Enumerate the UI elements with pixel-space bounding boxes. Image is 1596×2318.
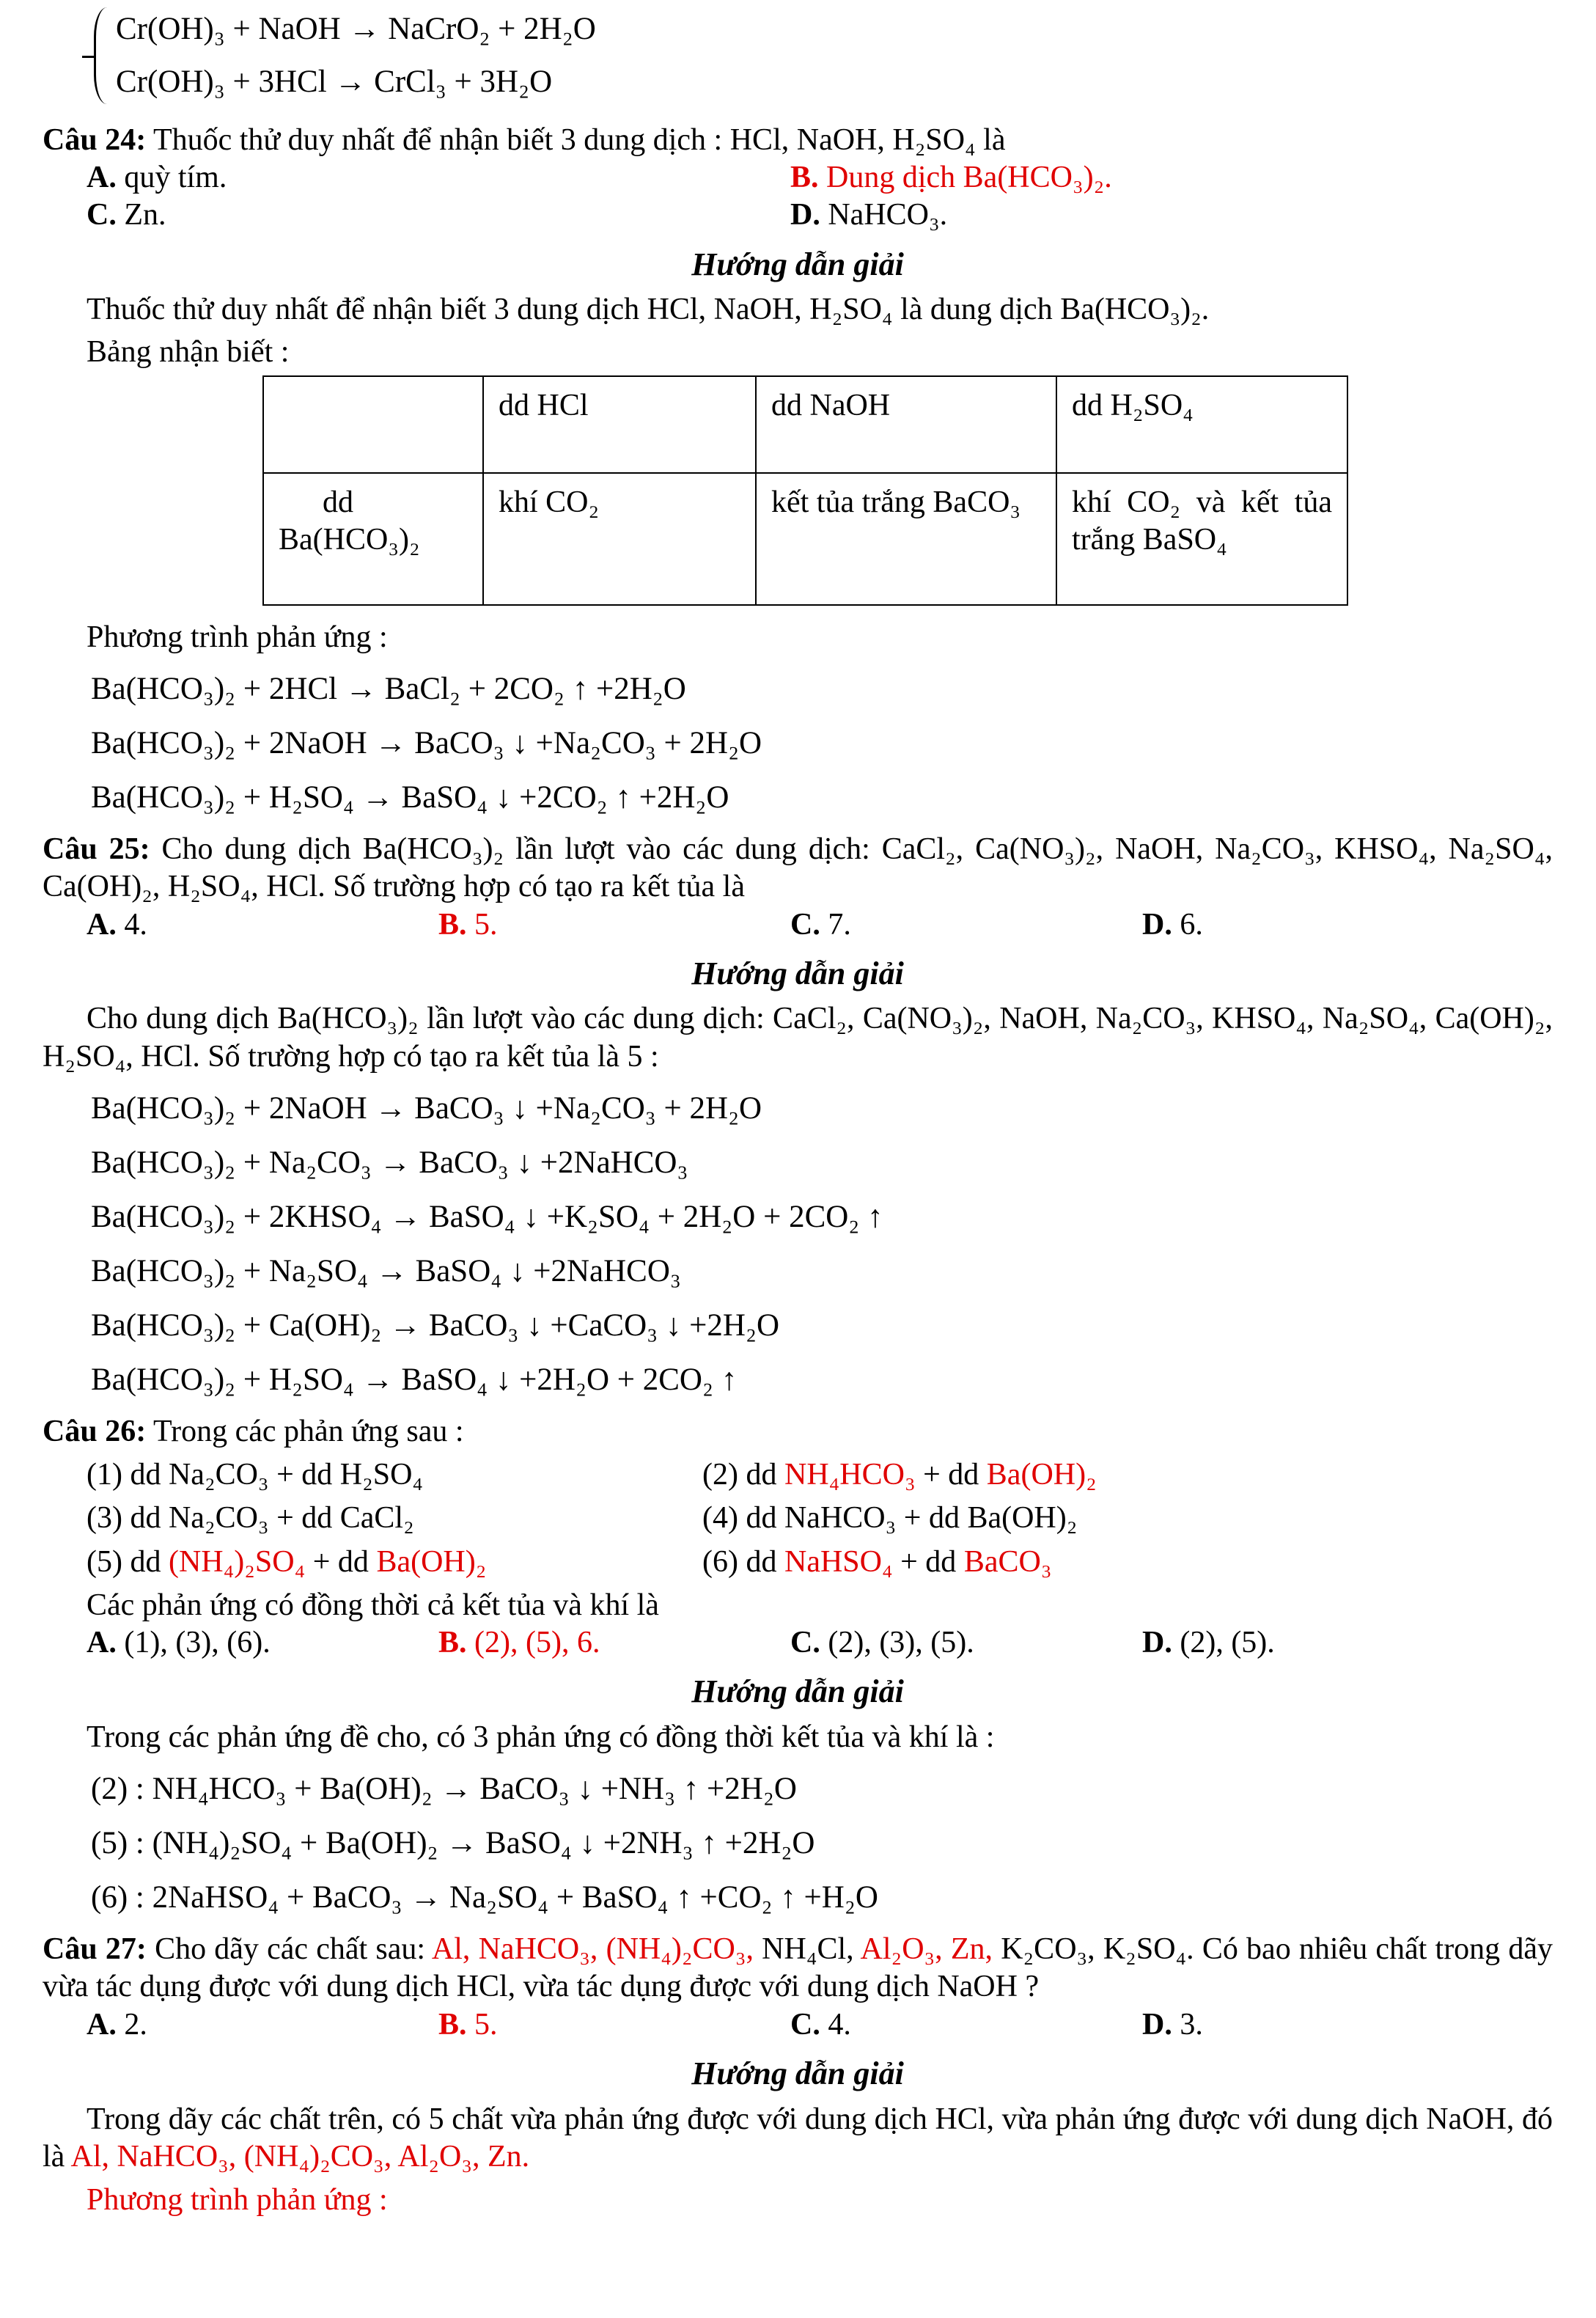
document-page (43, 0, 1553, 2219)
question-27: Câu 27: Cho dãy các chất sau: Al, NaHCO₃, (NH₄)₂CO₃, NH₄Cl, Al₂O₃, Zn, K₂CO₃, K₂SO₄. Có bao nhiêu chất trong dãy vừa tác dụng được với dung dịch HCl, vừa tác dụng được với dung dịch NaOH ? (43, 1932, 1553, 2004)
question-label: Câu 26: (43, 1414, 147, 1448)
table-title: Bảng nhận biết : (87, 334, 290, 369)
question-prompt: Các phản ứng có đồng thời cả kết tủa và khí là (87, 1588, 659, 1622)
equation-list (43, 662, 1553, 825)
equation: Ba(HCO₃)₂ + Na₂CO₃ → BaCO₃ ↓ +2NaHCO₃ (91, 1145, 688, 1180)
solution-text: Trong các phản ứng đề cho, có 3 phản ứng có đồng thời kết tủa và khí là : (87, 1720, 995, 1754)
option-d: D. 6. (1142, 907, 1203, 942)
question-text: Thuốc thử duy nhất để nhận biết 3 dung dịch : HCl, NaOH, H₂SO₄ là (152, 123, 1006, 157)
option-d: D. 3. (1142, 2007, 1203, 2042)
option-a: A. quỳ tím. (87, 161, 227, 195)
question-25 (43, 831, 1553, 906)
option-a: A. 2. (87, 2007, 147, 2042)
options-row (43, 2006, 1553, 2044)
solution-heading: Hướng dẫn giải (691, 955, 904, 991)
question-label: Câu 25: (43, 832, 150, 867)
table-row-label: dd Ba(HCO₃)₂ (263, 473, 483, 605)
table-cell: khí CO₂ và kết tủa trắng BaSO₄ (1056, 473, 1347, 605)
equation: Ba(HCO₃)₂ + 2HCl → BaCl₂ + 2CO₂ ↑ +2H₂O (91, 672, 686, 707)
question-text: Trong các phản ứng sau : (152, 1414, 464, 1448)
option-a: A. 4. (87, 907, 147, 942)
option-b-correct: B. (2), (5), 6. (438, 1626, 600, 1660)
option-b-correct: B. 5. (438, 907, 498, 942)
equation: (5) : (NH₄)₂SO₄ + Ba(OH)₂ → BaSO₄ ↓ +2NH₃ ↑ +2H₂O (91, 1826, 815, 1861)
solution-heading: Hướng dẫn giải (691, 246, 904, 282)
reactions-row (43, 1456, 1553, 1494)
solution-heading: Hướng dẫn giải (691, 2055, 904, 2091)
question-text: Cho dung dịch Ba(HCO₃)₂ lần lượt vào các dung dịch: CaCl₂, Ca(NO₃)₂, NaOH, Na₂CO₃, KHSO₄, Na₂SO₄, Ca(OH)₂, H₂SO₄, HCl. Số trường hợp có tạo ra kết tủa là (43, 832, 1553, 904)
equations-label: Phương trình phản ứng : (87, 2183, 388, 2218)
option-c: C. (2), (3), (5). (790, 1626, 974, 1660)
equation: Ba(HCO₃)₂ + Na₂SO₄ → BaSO₄ ↓ +2NaHCO₃ (91, 1253, 681, 1288)
equation: Ba(HCO₃)₂ + 2NaOH → BaCO₃ ↓ +Na₂CO₃ + 2H₂O (91, 1090, 762, 1126)
option-c: C. Zn. (87, 198, 166, 232)
reaction-6: (6) dd NaHSO₄ + dd BaCO₃ (702, 1544, 1052, 1579)
equation: Ba(HCO₃)₂ + Ca(OH)₂ → BaCO₃ ↓ +CaCO₃ ↓ +2H₂O (91, 1307, 780, 1343)
equation: Ba(HCO₃)₂ + 2KHSO₄ → BaSO₄ ↓ +K₂SO₄ + 2H₂O + 2CO₂ ↑ (91, 1199, 883, 1234)
option-a: A. (1), (3), (6). (87, 1626, 271, 1660)
option-d: D. (2), (5). (1142, 1626, 1275, 1660)
options-row (43, 1624, 1553, 1662)
options-row (43, 906, 1553, 944)
reactions-row (43, 1500, 1553, 1537)
reactions-row (43, 1544, 1553, 1581)
reaction-3: (3) dd Na₂CO₃ + dd CaCl₂ (87, 1501, 414, 1536)
table-cell: kết tủa trắng BaCO₃ (756, 473, 1056, 605)
reaction-1: (1) dd Na₂CO₃ + dd H₂SO₄ (87, 1458, 424, 1492)
solution-text: Trong dãy các chất trên, có 5 chất vừa phản ứng được với dung dịch HCl, vừa phản ứng được với dung dịch NaOH, đó là Al, NaHCO₃, (NH₄)₂CO₃, Al₂O₃, Zn. (43, 2102, 1553, 2174)
equations-label: Phương trình phản ứng : (87, 620, 388, 654)
options-row (43, 159, 1553, 197)
table-header-cell (263, 376, 483, 473)
options-row (43, 197, 1553, 234)
identification-table (262, 375, 1348, 606)
reaction-2: (2) dd NH₄HCO₃ + dd Ba(OH)₂ (702, 1458, 1097, 1492)
equation-list (43, 1082, 1553, 1407)
question-label: Câu 27: (43, 1932, 147, 1967)
question-24 (43, 122, 1553, 159)
equation: Ba(HCO₃)₂ + 2NaOH → BaCO₃ ↓ +Na₂CO₃ + 2H₂O (91, 726, 762, 761)
question-26 (43, 1413, 1553, 1450)
option-d: D. NaHCO₃. (790, 198, 948, 232)
reaction-5: (5) dd (NH₄)₂SO₄ + dd Ba(OH)₂ (87, 1544, 487, 1579)
option-b-correct: B. 5. (438, 2007, 498, 2042)
solution-heading: Hướng dẫn giải (691, 1673, 904, 1710)
equation: Ba(HCO₃)₂ + H₂SO₄ → BaSO₄ ↓ +2H₂O + 2CO₂ ↑ (91, 1362, 738, 1397)
table-header-cell: dd NaOH (756, 376, 1056, 473)
equation: Cr(OH)₃ + 3HCl → CrCl₃ + 3H₂O (116, 65, 553, 99)
equation-system (43, 3, 1553, 109)
equation: (2) : NH₄HCO₃ + Ba(OH)₂ → BaCO₃ ↓ +NH₃ ↑ +2H₂O (91, 1772, 797, 1807)
option-c: C. 4. (790, 2007, 851, 2042)
solution-text: Thuốc thử duy nhất để nhận biết 3 dung dịch HCl, NaOH, H₂SO₄ là dung dịch Ba(HCO₃)₂. (87, 293, 1210, 327)
question-label: Câu 24: (43, 123, 147, 157)
equation: (6) : 2NaHSO₄ + BaCO₃ → Na₂SO₄ + BaSO₄ ↑ +CO₂ ↑ +H₂O (91, 1880, 878, 1915)
solution-text: Cho dung dịch Ba(HCO₃)₂ lần lượt vào các dung dịch: CaCl₂, Ca(NO₃)₂, NaOH, Na₂CO₃, KHSO₄, Na₂SO₄, Ca(OH)₂, H₂SO₄, HCl. Số trường hợp có tạo ra kết tủa là 5 : (43, 1002, 1553, 1074)
table-header-cell: dd H₂SO₄ (1056, 376, 1347, 473)
equation-list (43, 1762, 1553, 1925)
option-b-correct: B. Dung dịch Ba(HCO₃)₂. (790, 161, 1112, 195)
reaction-4: (4) dd NaHCO₃ + dd Ba(OH)₂ (702, 1501, 1078, 1536)
equation: Ba(HCO₃)₂ + H₂SO₄ → BaSO₄ ↓ +2CO₂ ↑ +2H₂O (91, 780, 729, 815)
option-c: C. 7. (790, 907, 851, 942)
equation: Cr(OH)₃ + NaOH → NaCrO₂ + 2H₂O (116, 12, 596, 46)
table-header-cell: dd HCl (483, 376, 756, 473)
table-cell: khí CO₂ (483, 473, 756, 605)
